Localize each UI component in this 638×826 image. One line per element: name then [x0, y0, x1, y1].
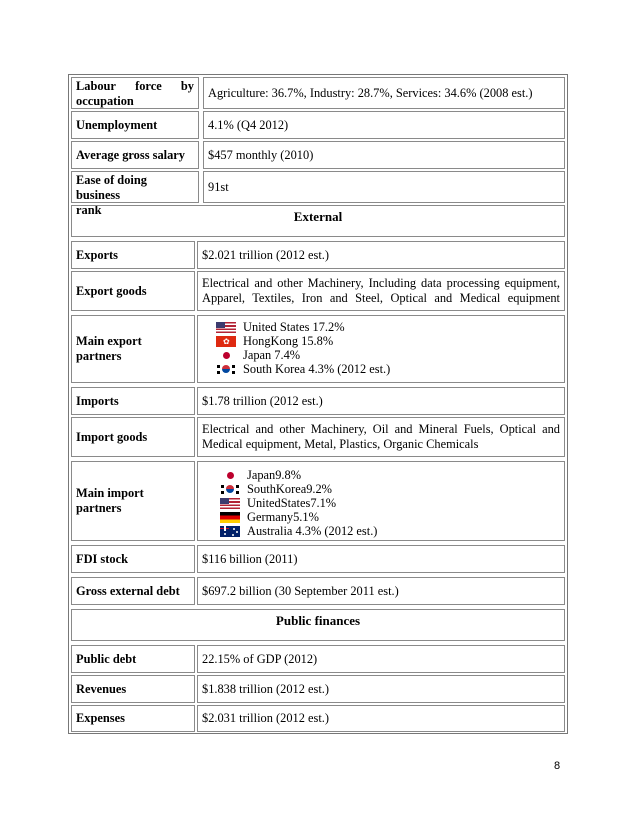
table-row [71, 77, 565, 109]
us-flag-icon [220, 498, 240, 509]
australia-flag-icon [220, 526, 240, 537]
table-row [71, 645, 565, 673]
row-value: $2.031 trillion (2012 est.) [197, 705, 565, 732]
partner-text: Japan 7.4% [243, 347, 301, 362]
label-line: Ease of doing business [76, 173, 147, 202]
row-label: Gross external debt [71, 577, 195, 605]
table-row [71, 141, 565, 169]
us-flag-icon [216, 322, 236, 333]
label-word: force [135, 79, 162, 93]
table-row [71, 271, 565, 311]
row-value: $697.2 billion (30 September 2011 est.) [197, 577, 565, 605]
row-label: FDI stock [71, 545, 195, 573]
list-item [220, 510, 564, 524]
partner-text: Germany5.1% [247, 509, 319, 524]
economy-table [68, 74, 568, 734]
row-label [71, 171, 199, 217]
row-label: Revenues [71, 675, 195, 703]
row-value: 91st [203, 171, 565, 203]
section-header-external: External [71, 205, 565, 237]
row-value: 22.15% of GDP (2012) [197, 645, 565, 673]
list-item [220, 524, 564, 538]
list-item [220, 482, 564, 496]
japan-flag-icon [220, 470, 240, 481]
row-label: Import goods [71, 417, 195, 457]
list-item [216, 348, 564, 362]
table-row [71, 241, 565, 269]
row-value [197, 461, 565, 541]
row-value [197, 315, 565, 383]
list-item [220, 468, 564, 482]
table-row [71, 417, 565, 457]
south-korea-flag-icon [216, 364, 236, 375]
label-word: by [180, 79, 194, 93]
value-line: Medical equipment, Metal, Plastics, Organic Chemicals [202, 437, 479, 451]
page-number: 8 [554, 760, 561, 772]
table-row [71, 705, 565, 732]
row-value: 4.1% (Q4 2012) [203, 111, 565, 139]
list-item [220, 496, 564, 510]
row-label: Imports [71, 387, 195, 415]
table-row [71, 545, 565, 573]
row-label: Unemployment [71, 111, 199, 139]
value-line: Electrical and other Machinery, Including data processing equipment, [202, 276, 560, 290]
table-row [71, 577, 565, 605]
partner-text: UnitedStates7.1% [247, 495, 337, 510]
table-row [71, 111, 565, 139]
row-label: Main export partners [71, 315, 195, 383]
partner-text: South Korea 4.3% (2012 est.) [243, 361, 391, 376]
row-label: Average gross salary [71, 141, 199, 169]
partner-text: HongKong 15.8% [243, 333, 334, 348]
row-value: $2.021 trillion (2012 est.) [197, 241, 565, 269]
row-label [71, 77, 199, 109]
south-korea-flag-icon [220, 484, 240, 495]
row-label: Export goods [71, 271, 195, 311]
row-label: Main import partners [71, 461, 195, 541]
hong-kong-flag-icon: ✿ [216, 336, 236, 347]
label-word: occupation [76, 94, 134, 108]
table-row [71, 387, 565, 415]
table-row [71, 315, 565, 383]
list-item [216, 334, 564, 348]
table-row [71, 675, 565, 703]
value-line: Electrical and other Machinery, Oil and Mineral Fuels, Optical and [202, 422, 560, 436]
row-value: $116 billion (2011) [197, 545, 565, 573]
row-value: Agriculture: 36.7%, Industry: 28.7%, Services: 34.6% (2008 est.) [203, 77, 565, 109]
row-label: Exports [71, 241, 195, 269]
partner-text: Japan9.8% [247, 467, 302, 482]
table-row [71, 609, 565, 641]
row-value: $1.838 trillion (2012 est.) [197, 675, 565, 703]
partner-text: SouthKorea9.2% [247, 481, 332, 496]
row-value [197, 417, 565, 457]
table-row [71, 461, 565, 541]
label-word: Labour [76, 79, 116, 93]
label-line: rank [76, 203, 102, 217]
japan-flag-icon [216, 350, 236, 361]
list-item [216, 320, 564, 334]
list-item [216, 362, 564, 376]
row-value [197, 271, 565, 311]
row-value: $457 monthly (2010) [203, 141, 565, 169]
value-line: Apparel, Textiles, Iron and Steel, Optical and Medical equipment [202, 291, 560, 305]
section-header-public-finances: Public finances [71, 609, 565, 641]
partner-text: United States 17.2% [243, 319, 345, 334]
partner-text: Australia 4.3% (2012 est.) [247, 523, 378, 538]
row-value: $1.78 trillion (2012 est.) [197, 387, 565, 415]
row-label: Public debt [71, 645, 195, 673]
table-row [71, 205, 565, 237]
row-label: Expenses [71, 705, 195, 732]
germany-flag-icon [220, 512, 240, 523]
